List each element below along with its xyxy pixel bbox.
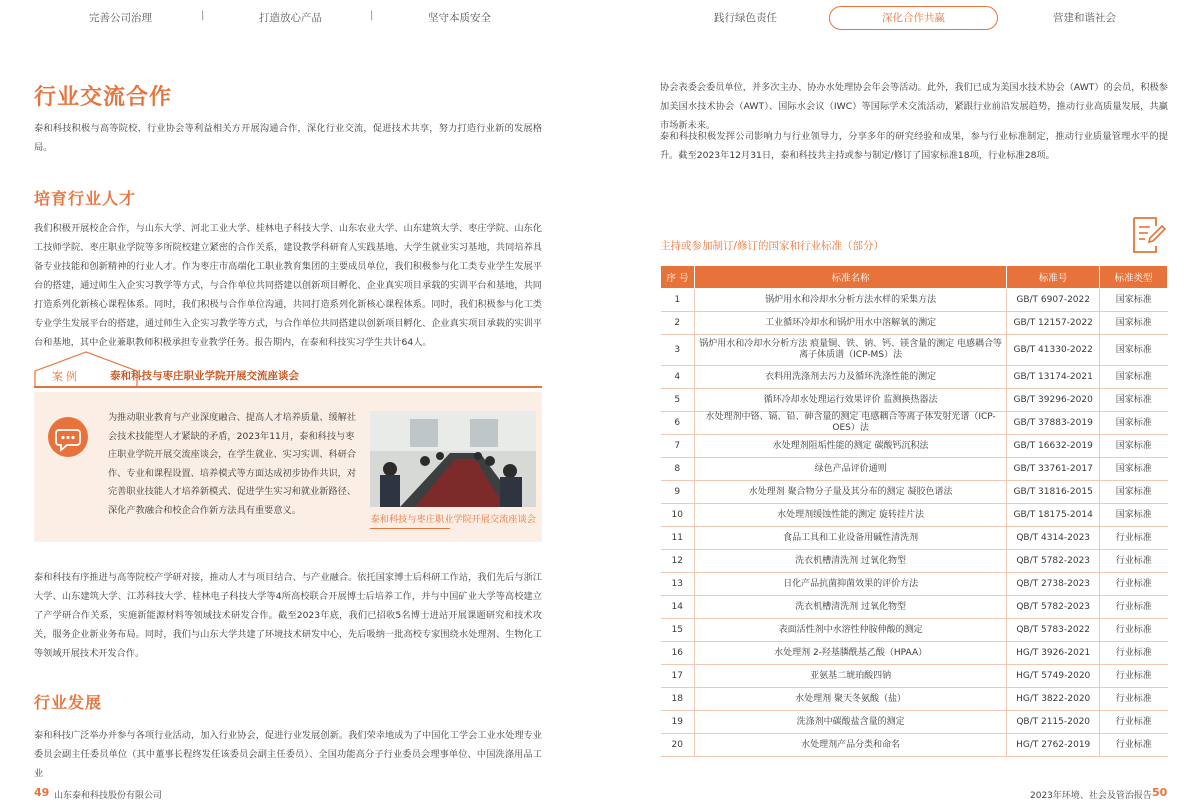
cell-code: GB/T 16632-2019 bbox=[1007, 435, 1100, 458]
table-row bbox=[661, 412, 1168, 435]
cell-code: GB/T 12157-2022 bbox=[1007, 312, 1100, 335]
table-row bbox=[661, 289, 1168, 312]
nav-item-products[interactable]: 打造放心产品 bbox=[259, 12, 322, 24]
cell-type: 国家标准 bbox=[1100, 481, 1168, 504]
cell-code: GB/T 31816-2015 bbox=[1007, 481, 1100, 504]
nav-item-safety[interactable]: 坚守本质安全 bbox=[428, 12, 491, 24]
cell-index: 20 bbox=[661, 734, 695, 757]
cell-name: 锅炉用水和冷却水分析方法 痕量铜、铁、钠、钙、镁含量的测定 电感耦合等离子体质谱（ICP-MS）法 bbox=[694, 335, 1006, 366]
cell-name: 水处理剂产品分类和命名 bbox=[694, 734, 1006, 757]
cell-name: 日化产品抗菌抑菌效果的评价方法 bbox=[694, 573, 1006, 596]
cell-index: 17 bbox=[661, 665, 695, 688]
cell-type: 行业标准 bbox=[1100, 550, 1168, 573]
cell-type: 国家标准 bbox=[1100, 335, 1168, 366]
cell-code: HG/T 3822-2020 bbox=[1007, 688, 1100, 711]
cell-code: HG/T 5749-2020 bbox=[1007, 665, 1100, 688]
table-caption: 主持或参加制订/修订的国家和行业标准（部分） bbox=[660, 240, 885, 252]
cell-name: 循环冷却水处理运行效果评价 监测换热器法 bbox=[694, 389, 1006, 412]
association-paragraph: 协会表委会委员单位，并多次主办、协办水处理协会年会等活动。此外，我们已成为美国水技术协会（AWT）的会员，积极参加美国水技术协会（AWT）、国际水会议（IWC）等国际学术交流活动，紧跟行业前沿发展趋势，推动行业高质量发展，共赢市场新未来。 bbox=[660, 82, 1168, 131]
table-row bbox=[661, 596, 1168, 619]
cell-code: GB/T 33761-2017 bbox=[1007, 458, 1100, 481]
nav-item-cooperation-active[interactable]: 深化合作共赢 bbox=[829, 6, 998, 30]
cell-type: 行业标准 bbox=[1100, 642, 1168, 665]
cell-type: 国家标准 bbox=[1100, 312, 1168, 335]
cell-type: 行业标准 bbox=[1100, 734, 1168, 757]
cell-code: GB/T 6907-2022 bbox=[1007, 289, 1100, 312]
cell-index: 6 bbox=[661, 412, 695, 435]
case-divider bbox=[34, 386, 542, 388]
page-number-left: 49 bbox=[34, 786, 50, 799]
document-edit-icon bbox=[1131, 216, 1167, 254]
cell-index: 9 bbox=[661, 481, 695, 504]
cell-type: 国家标准 bbox=[1100, 389, 1168, 412]
cell-index: 2 bbox=[661, 312, 695, 335]
top-navigation bbox=[0, 0, 1191, 34]
cell-index: 13 bbox=[661, 573, 695, 596]
cell-index: 7 bbox=[661, 435, 695, 458]
table-row bbox=[661, 435, 1168, 458]
table-row bbox=[661, 335, 1168, 366]
cell-name: 水处理剂 聚合物分子量及其分布的测定 凝胶色谱法 bbox=[694, 481, 1006, 504]
cell-type: 行业标准 bbox=[1100, 619, 1168, 642]
cell-index: 10 bbox=[661, 504, 695, 527]
section-title-development: 行业发展 bbox=[34, 693, 103, 712]
col-header-index: 序 号 bbox=[661, 266, 695, 289]
cell-code: GB/T 41330-2022 bbox=[1007, 335, 1100, 366]
cell-name: 工业循环冷却水和锅炉用水中溶解氧的测定 bbox=[694, 312, 1006, 335]
col-header-code: 标准号 bbox=[1007, 266, 1100, 289]
cell-name: 水处理剂中铬、镉、铅、砷含量的测定 电感耦合等离子体发射光谱（ICP-OES）法 bbox=[694, 412, 1006, 435]
col-header-name: 标准名称 bbox=[694, 266, 1006, 289]
intro-paragraph: 泰和科技积极与高等院校、行业协会等利益相关方开展沟通合作，深化行业交流，促进技术共享，努力打造行业新的发展格局。 bbox=[34, 123, 542, 153]
nav-separator: | bbox=[201, 10, 205, 21]
cell-name: 洗衣机槽清洗剂 过氧化物型 bbox=[694, 596, 1006, 619]
table-row bbox=[661, 550, 1168, 573]
cell-index: 14 bbox=[661, 596, 695, 619]
photo-caption: 泰和科技与枣庄职业学院开展交流座谈会 bbox=[370, 514, 536, 525]
cell-index: 11 bbox=[661, 527, 695, 550]
cell-name: 食品工具和工业设备用碱性清洗剂 bbox=[694, 527, 1006, 550]
table-row bbox=[661, 527, 1168, 550]
nav-item-green[interactable]: 践行绿色责任 bbox=[714, 12, 777, 24]
nav-item-society[interactable]: 营建和谐社会 bbox=[1053, 12, 1116, 24]
development-paragraph: 泰和科技广泛举办并参与各项行业活动，加入行业协会，促进行业发展创新。我们荣幸地成为了中国化工学会工业水处理专业委员会副主任委员单位（其中董事长程终发任该委员会副主任委员）、全国功能高分子行业委员会理事单位、中国洗涤用品工业 bbox=[34, 730, 542, 779]
cell-name: 水处理剂阻垢性能的测定 碳酸钙沉积法 bbox=[694, 435, 1006, 458]
table-row bbox=[661, 734, 1168, 757]
table-row bbox=[661, 642, 1168, 665]
cell-name: 衣料用洗涤剂去污力及循环洗涤性能的测定 bbox=[694, 366, 1006, 389]
case-text: 为推动职业教育与产业深度融合、提高人才培养质量、缓解社会技术技能型人才紧缺的矛盾，2023年11月，泰和科技与枣庄职业学院开展交流座谈会，在学生就业、实习实训、科研合作、专业和课程设置、培养模式等方面达成初步协作共识，对完善职业技能人才培养新模式、促进学生实习和就业新路径、深化产教融合和校企合作新方法具有重要意义。 bbox=[108, 412, 357, 516]
cell-code: HG/T 3926-2021 bbox=[1007, 642, 1100, 665]
cell-type: 行业标准 bbox=[1100, 665, 1168, 688]
cell-index: 4 bbox=[661, 366, 695, 389]
cell-code: QB/T 2738-2023 bbox=[1007, 573, 1100, 596]
footer-company: 山东泰和科技股份有限公司 bbox=[54, 791, 163, 801]
cell-name: 锅炉用水和冷却水分析方法水样的采集方法 bbox=[694, 289, 1006, 312]
table-row bbox=[661, 312, 1168, 335]
cell-name: 洗涤剂中碳酸盐含量的测定 bbox=[694, 711, 1006, 734]
cell-code: QB/T 5782-2023 bbox=[1007, 550, 1100, 573]
standards-table bbox=[660, 265, 1168, 757]
cell-name: 水处理剂缓蚀性能的测定 旋转挂片法 bbox=[694, 504, 1006, 527]
cell-type: 国家标准 bbox=[1100, 412, 1168, 435]
cell-type: 国家标准 bbox=[1100, 366, 1168, 389]
table-row bbox=[661, 573, 1168, 596]
nav-item-governance[interactable]: 完善公司治理 bbox=[89, 12, 152, 24]
cell-index: 3 bbox=[661, 335, 695, 366]
cell-type: 行业标准 bbox=[1100, 711, 1168, 734]
case-label: 案例 bbox=[52, 370, 80, 383]
page-number-right: 50 bbox=[1152, 786, 1168, 799]
case-title: 泰和科技与枣庄职业学院开展交流座谈会 bbox=[110, 370, 299, 382]
cell-index: 15 bbox=[661, 619, 695, 642]
cell-code: GB/T 39296-2020 bbox=[1007, 389, 1100, 412]
cell-index: 19 bbox=[661, 711, 695, 734]
cell-type: 国家标准 bbox=[1100, 435, 1168, 458]
cell-index: 12 bbox=[661, 550, 695, 573]
research-paragraph: 泰和科技有序推进与高等院校产学研对接，推动人才与项目结合、与产业融合。依托国家博士后科研工作站，我们先后与浙江大学、山东建筑大学、江苏科技大学、桂林电子科技大学等4所高校联合开展博士后培养工作，并与中国矿业大学等高校建立了产学研合作关系，实施新能源材料等领域技术研发合作。截至2023年底，我们已招收5名博士进站开展课题研究和技术攻关，服务企业新业务布局。同时，我们与山东大学共建了环境技术研发中心，先后吸纳一批高校专家围绕水处理剂、生物化工等领域开展技术开发合作。 bbox=[34, 572, 542, 659]
cell-index: 16 bbox=[661, 642, 695, 665]
cell-index: 8 bbox=[661, 458, 695, 481]
cell-type: 行业标准 bbox=[1100, 573, 1168, 596]
section-title-talent: 培育行业人才 bbox=[34, 189, 137, 208]
cell-type: 行业标准 bbox=[1100, 527, 1168, 550]
cell-name: 表面活性剂中水溶性仲胺伸酸的测定 bbox=[694, 619, 1006, 642]
col-header-type: 标准类型 bbox=[1100, 266, 1168, 289]
cell-type: 行业标准 bbox=[1100, 596, 1168, 619]
meeting-photo bbox=[370, 411, 536, 507]
talent-paragraph: 我们积极开展校企合作，与山东大学、河北工业大学、桂林电子科技大学、山东农业大学、山东建筑大学、枣庄学院、山东化工技师学院、枣庄职业学院等多所院校建立紧密的合作关系，建设教学科研育人实践基地、大学生就业实习基地，共同培养具备专业技能和创新精神的行业人才。作为枣庄市高端化工职业教育集团的主要成员单位，我们积极参与化工类专业学生发展平台的搭建，通过师生入企实习教学等方式，与合作单位共同搭建以创新项目孵化、企业真实项目承载的实训平台和基地，共同打造系列化新核心课程体系。同时，我们积极与合作单位沟通，共同打造系列化新核心课程体系。同时，我们积极参与化工类专业学生发展平台的搭建，通过师生入企实习教学等方式，与合作单位共同搭建以创新项目孵化、企业真实项目承载的实训平台和基地，其中企业兼职教师积极承担专业教学任务。报告期内，在泰和科技实习学生共计64人。 bbox=[34, 223, 542, 348]
cell-code: QB/T 5783-2022 bbox=[1007, 619, 1100, 642]
table-row bbox=[661, 619, 1168, 642]
cell-code: QB/T 5782-2023 bbox=[1007, 596, 1100, 619]
caption-underline bbox=[370, 528, 450, 529]
cell-code: GB/T 37883-2019 bbox=[1007, 412, 1100, 435]
cell-code: GB/T 13174-2021 bbox=[1007, 366, 1100, 389]
cell-name: 洗衣机槽清洗剂 过氧化物型 bbox=[694, 550, 1006, 573]
cell-type: 国家标准 bbox=[1100, 289, 1168, 312]
nav-separator: | bbox=[370, 10, 374, 21]
cell-name: 水处理剂 聚天冬氨酸（盐） bbox=[694, 688, 1006, 711]
page-title: 行业交流合作 bbox=[34, 85, 173, 110]
cell-code: QB/T 4314-2023 bbox=[1007, 527, 1100, 550]
cell-name: 水处理剂 2-羟基膦酰基乙酸（HPAA） bbox=[694, 642, 1006, 665]
cell-code: QB/T 2115-2020 bbox=[1007, 711, 1100, 734]
cell-index: 5 bbox=[661, 389, 695, 412]
cell-code: HG/T 2762-2019 bbox=[1007, 734, 1100, 757]
cell-index: 1 bbox=[661, 289, 695, 312]
table-header-row bbox=[661, 266, 1168, 289]
table-row bbox=[661, 366, 1168, 389]
cell-name: 绿色产品评价通则 bbox=[694, 458, 1006, 481]
table-row bbox=[661, 711, 1168, 734]
table-row bbox=[661, 688, 1168, 711]
table-row bbox=[661, 481, 1168, 504]
cell-type: 行业标准 bbox=[1100, 688, 1168, 711]
cell-name: 亚氨基二琥珀酸四钠 bbox=[694, 665, 1006, 688]
chat-icon bbox=[48, 417, 88, 457]
cell-type: 国家标准 bbox=[1100, 458, 1168, 481]
table-row bbox=[661, 458, 1168, 481]
table-row bbox=[661, 504, 1168, 527]
cell-type: 国家标准 bbox=[1100, 504, 1168, 527]
table-row bbox=[661, 665, 1168, 688]
standards-paragraph: 泰和科技积极发挥公司影响力与行业领导力，分享多年的研究经验和成果，参与行业标准制定，推动行业质量管理水平的提升。截至2023年12月31日，泰和科技共主持或参与制定/修订了国家标准18项，行业标准28项。 bbox=[660, 131, 1168, 161]
table-row bbox=[661, 389, 1168, 412]
cell-code: GB/T 18175-2014 bbox=[1007, 504, 1100, 527]
cell-index: 18 bbox=[661, 688, 695, 711]
footer-report-title: 2023年环境、社会及管治报告 bbox=[1030, 791, 1152, 801]
